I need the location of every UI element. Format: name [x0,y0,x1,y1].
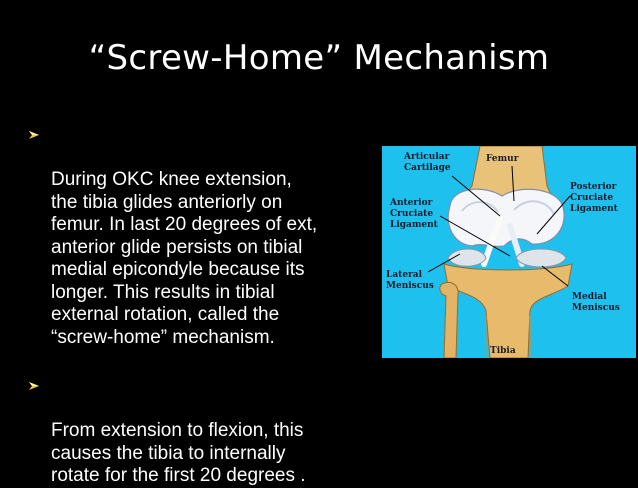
arrow-bullet-icon [28,380,40,392]
bullet-text: During OKC knee extension, the tibia glides anteriorly on femur. In last 20 degrees of ext, anterior glide persists on tibial medial epicondyle because its longer. This results in tibial external rotation, called the “screw-home” mechanism. [51,169,318,348]
bullet-list [28,124,368,488]
bullet-item [28,375,368,488]
slide-title: “Screw-Home” Mechanism [88,38,550,78]
label-medial-meniscus: Medial Meniscus [572,292,620,313]
label-tibia: Tibia [490,346,516,356]
label-femur: Femur [486,154,519,164]
label-articular-cartilage: Articular Cartilage [404,152,451,173]
arrow-bullet-icon [28,129,40,141]
label-anterior-cruciate-ligament: Anterior Cruciate Ligament [390,198,438,230]
bullet-text: From extension to flexion, this causes the tibia to internally rotate for the first 20 degrees . [51,420,306,486]
label-posterior-cruciate-ligament: Posterior Cruciate Ligament [570,182,618,214]
bullet-item [28,124,368,349]
knee-illustration [382,146,636,358]
label-lateral-meniscus: Lateral Meniscus [386,270,434,291]
knee-anatomy-figure [382,146,636,358]
